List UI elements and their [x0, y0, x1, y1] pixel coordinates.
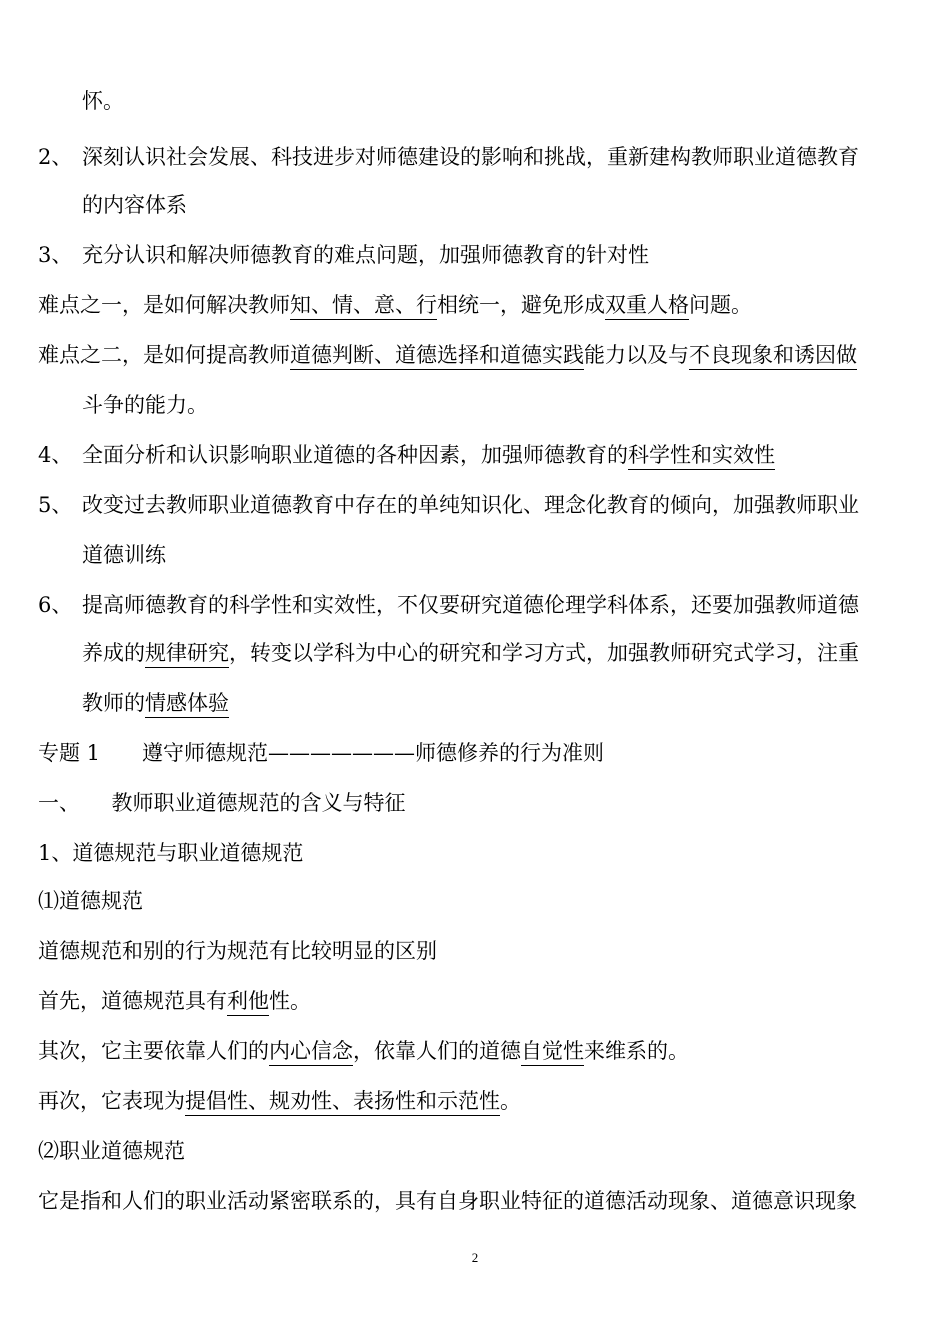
underlined-text: 科学性和实效性	[628, 443, 775, 470]
text-span: 。	[500, 1089, 521, 1113]
list-number: 5、	[38, 493, 73, 517]
text-line	[82, 540, 166, 570]
underlined-text: 双重人格	[605, 293, 689, 320]
page-number: 2	[471, 1250, 479, 1265]
text-span: 问题。	[689, 293, 752, 317]
text-span: 1、道德规范与职业道德规范	[38, 841, 304, 865]
text-line	[38, 1186, 857, 1216]
list-number: 3、	[38, 243, 73, 267]
text-span: 性。	[269, 989, 311, 1013]
text-line	[38, 986, 311, 1016]
text-span: 难点之二，是如何提高教师	[38, 343, 290, 367]
text-span: 改变过去教师职业道德教育中存在的单纯知识化、理念化教育的倾向，加强教师职业	[82, 493, 859, 517]
text-span: 斗争的能力。	[82, 393, 208, 417]
text-span: 怀。	[82, 89, 124, 113]
underlined-text: 内心信念	[269, 1039, 353, 1066]
text-span	[82, 440, 775, 470]
text-span: 再次，它表现为	[38, 1089, 185, 1113]
underlined-text: 利他	[227, 989, 269, 1016]
underlined-text: 不良现象和诱因做	[689, 343, 857, 370]
text-line	[82, 190, 187, 220]
text-span: ，依靠人们的道德	[353, 1039, 521, 1063]
text-span: 的内容体系	[82, 193, 187, 217]
list-number: 4、	[38, 443, 73, 467]
text-span: 教师的	[82, 691, 145, 715]
underlined-text: 道德判断、道德选择和道德实践	[290, 343, 584, 370]
underlined-text: 自觉性	[521, 1039, 584, 1066]
list-number: 2、	[38, 145, 73, 169]
text-line	[38, 340, 857, 370]
text-line	[38, 936, 437, 966]
text-line	[38, 290, 752, 320]
text-span: 一、 教师职业道德规范的含义与特征	[38, 791, 406, 815]
underlined-text: 情感体验	[145, 691, 229, 718]
text-span: 充分认识和解决师德教育的难点问题，加强师德教育的针对性	[82, 243, 649, 267]
text-line	[38, 1036, 689, 1066]
text-span: 其次，它主要依靠人们的	[38, 1039, 269, 1063]
subsection-heading	[38, 838, 303, 868]
section-heading	[38, 788, 406, 818]
text-span: 专题 1 遵守师德规范———————师德修养的行为准则	[38, 741, 605, 765]
subsection-heading	[38, 886, 143, 916]
list-number: 6、	[38, 593, 73, 617]
text-span: ⑵职业道德规范	[38, 1139, 185, 1163]
text-line	[82, 638, 859, 668]
text-line	[82, 86, 124, 116]
underlined-text: 知、情、意、行	[290, 293, 437, 320]
text-span: 它是指和人们的职业活动紧密联系的，具有自身职业特征的道德活动现象、道德意识现象	[38, 1189, 857, 1213]
text-span: ⑴道德规范	[38, 889, 143, 913]
text-span: 相统一，避免形成	[437, 293, 605, 317]
text-span: 养成的	[82, 641, 145, 665]
text-span: 能力以及与	[584, 343, 689, 367]
text-span: 道德规范和别的行为规范有比较明显的区别	[38, 939, 437, 963]
section-heading	[38, 738, 604, 768]
underlined-text: 规律研究	[145, 641, 229, 668]
text-span: 深刻认识社会发展、科技进步对师德建设的影响和挑战，重新建构教师职业道德教育	[82, 145, 859, 169]
text-line	[38, 1086, 521, 1116]
subsection-heading	[38, 1136, 185, 1166]
text-span: 难点之一，是如何解决教师	[38, 293, 290, 317]
text-span: 来维系的。	[584, 1039, 689, 1063]
text-line	[82, 390, 208, 420]
underlined-text: 提倡性、规劝性、表扬性和示范性	[185, 1089, 500, 1116]
text-span: 提高师德教育的科学性和实效性，不仅要研究道德伦理学科体系，还要加强教师道德	[82, 593, 859, 617]
text-line	[82, 688, 229, 718]
text-span: 道德训练	[82, 543, 166, 567]
text-span: 全面分析和认识影响职业道德的各种因素，加强师德教育的	[82, 443, 628, 467]
text-span: 首先，道德规范具有	[38, 989, 227, 1013]
text-span: ，转变以学科为中心的研究和学习方式，加强教师研究式学习，注重	[229, 641, 859, 665]
